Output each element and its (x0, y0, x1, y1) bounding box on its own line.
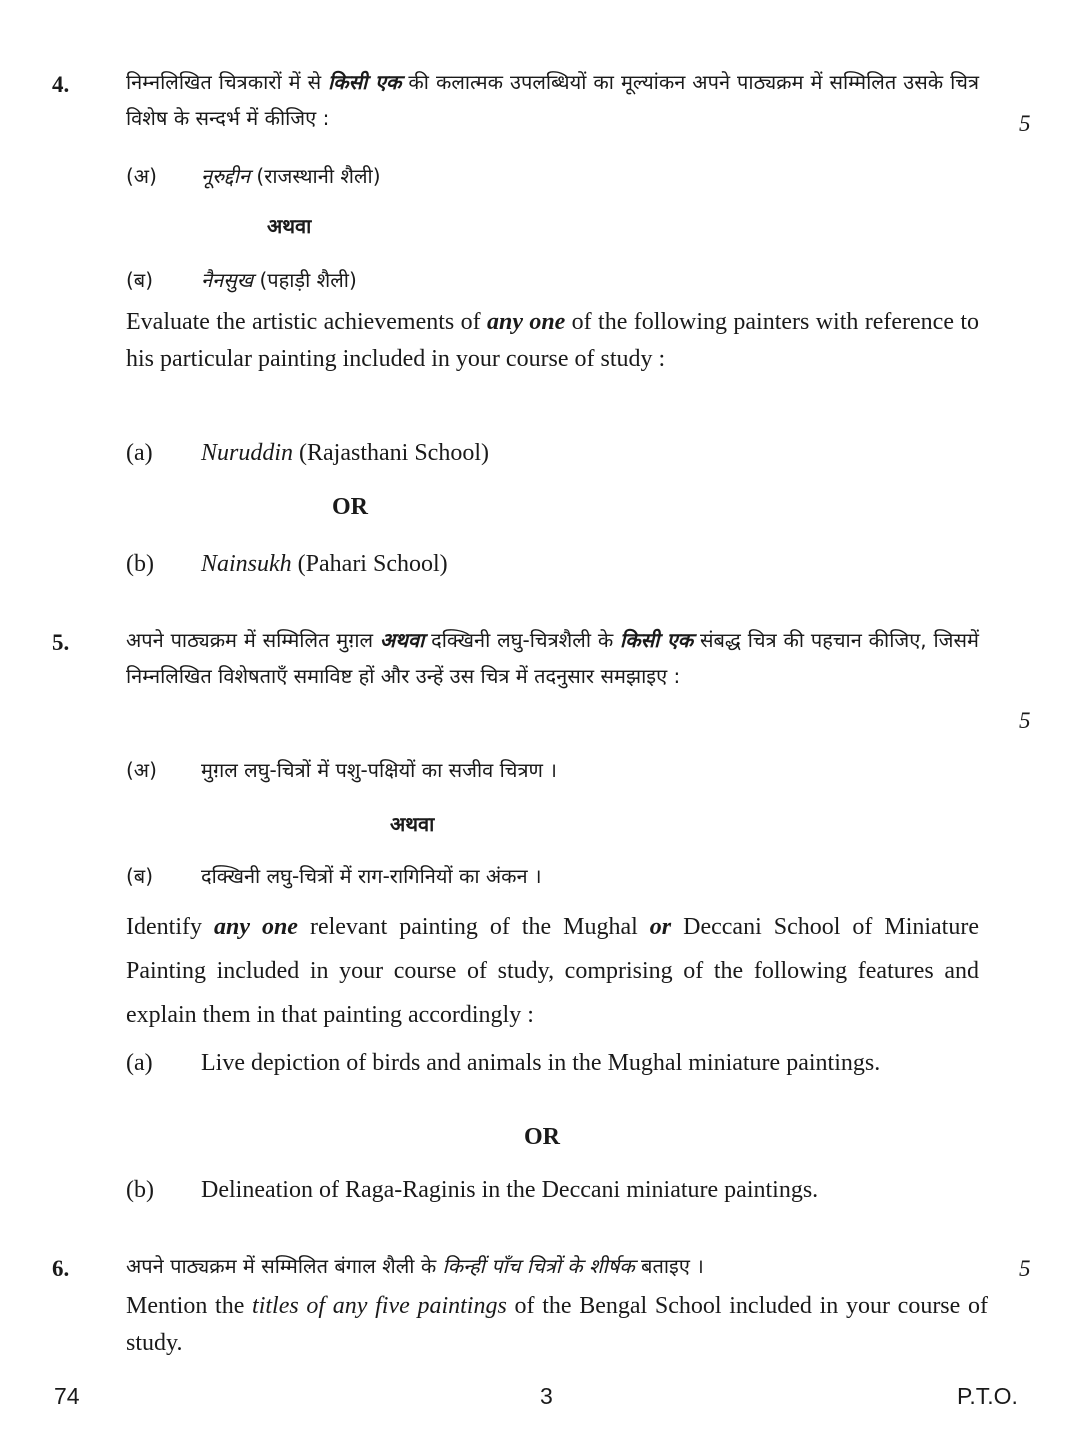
page-number: 3 (540, 1383, 553, 1409)
question-6-number: 6. (52, 1256, 70, 1281)
q5-hi-emphasis-1: अथवा (379, 628, 425, 652)
q4-en-option-a-label: (a) (126, 440, 153, 466)
q4-en-option-b-rest: (Pahari School) (291, 551, 448, 577)
q4-hi-option-b-label: (ब) (126, 268, 154, 292)
q6-en-post: of the Bengal School included in your course of study. (126, 1293, 988, 1356)
q4-hi-option-b-rest: (पहाड़ी शैली) (253, 268, 357, 292)
q4-en-pre: Evaluate the artistic achievements of (126, 309, 487, 335)
q5-hi-pre: अपने पाठ्यक्रम में सम्मिलित मुग़ल (126, 628, 380, 652)
q4-en-option-b-name: Nainsukh (201, 551, 292, 577)
question-6-english-text (126, 1288, 988, 1362)
question-6-marks: 5 (1019, 1256, 1031, 1281)
q6-en-pre: Mention the (126, 1293, 253, 1319)
q5-en-emphasis-2: or (649, 914, 672, 940)
question-4-hindi-text (126, 64, 979, 136)
question-5-marks: 5 (1019, 708, 1031, 733)
q6-en-emphasis: titles of any five paintings (252, 1293, 507, 1319)
q5-en-emphasis-1: any one (213, 914, 298, 940)
q5-en-option-b-text: Delineation of Raga-Raginis in the Deccani miniature paintings. (201, 1177, 819, 1203)
q5-hi-post: संबद्ध चित्र की पहचान कीजिए, जिसमें निम्नलिखित विशेषताएँ समाविष्ट हों और उन्हें उस चित्र में तदनुसार समझाइए : (126, 628, 979, 688)
q4-en-option-a-name: Nuruddin (201, 440, 294, 466)
q5-en-or: OR (524, 1124, 560, 1150)
question-4-number: 4. (52, 72, 70, 97)
q4-hi-post: की कलात्मक उपलब्धियों का मूल्यांकन अपने पाठ्यक्रम में सम्मिलित उसके चित्र विशेष के सन्दर्भ में कीजिए : (126, 70, 980, 130)
q4-en-option-a (201, 435, 489, 472)
q5-hi-emphasis-2: किसी एक (620, 628, 694, 652)
q5-hi-option-b-text: दक्खिनी लघु-चित्रों में राग-रागिनियों का अंकन । (201, 864, 542, 888)
q5-en-option-a-label: (a) (126, 1050, 153, 1076)
q4-hi-option-a (201, 158, 381, 194)
q5-en-pre: Identify (126, 914, 214, 940)
q4-hi-option-a-rest: (राजस्थानी शैली) (250, 164, 381, 188)
q4-en-option-b (201, 546, 448, 583)
q4-hi-option-a-name: नूरुद्दीन (201, 164, 251, 188)
q5-hi-mid: दक्खिनी लघु-चित्रशैली के (424, 628, 621, 652)
q5-en-option-b-label: (b) (126, 1177, 154, 1203)
q5-en-mid: relevant painting of the Mughal (297, 914, 650, 940)
q5-en-option-a-text: Live depiction of birds and animals in the Mughal miniature paintings. (201, 1050, 881, 1076)
q4-hi-or: अथवा (267, 214, 312, 238)
paper-code: 74 (54, 1383, 80, 1409)
q4-hi-emphasis: किसी एक (328, 70, 402, 94)
q5-hi-option-b-label: (ब) (126, 864, 154, 888)
q6-hi-pre: अपने पाठ्यक्रम में सम्मिलित बंगाल शैली के (126, 1254, 443, 1278)
q5-hi-option-a-label: (अ) (126, 758, 157, 782)
question-4-marks: 5 (1019, 111, 1031, 136)
q4-en-option-b-label: (b) (126, 551, 154, 577)
question-5-english-text (126, 905, 979, 1037)
q4-en-option-a-rest: (Rajasthani School) (293, 440, 489, 466)
q4-en-post: of the following painters with reference to his particular painting included in your course of study : (126, 309, 980, 372)
q5-en-post: Deccani School of Miniature Painting included in your course of study, comprising of the following features and explain them in that painting accordingly : (126, 914, 979, 1028)
q4-hi-option-b (201, 262, 357, 298)
q6-hi-emphasis: किन्हीं पाँच चित्रों के शीर्षक (442, 1254, 635, 1278)
question-5-number: 5. (52, 630, 70, 655)
question-5-hindi-text (126, 622, 979, 694)
q4-hi-option-b-name: नैनसुख (201, 268, 254, 292)
question-4-english-text (126, 304, 979, 378)
q5-hi-option-a-text: मुग़ल लघु-चित्रों में पशु-पक्षियों का सजीव चित्रण । (201, 758, 557, 782)
q4-hi-option-a-label: (अ) (126, 164, 157, 188)
please-turn-over: P.T.O. (957, 1383, 1018, 1409)
q5-hi-or: अथवा (390, 812, 435, 836)
q4-en-emphasis: any one (486, 309, 566, 335)
q4-en-or: OR (332, 494, 368, 520)
q6-hi-post: बताइए । (634, 1254, 704, 1278)
q4-hi-pre: निम्नलिखित चित्रकारों में से (126, 70, 329, 94)
question-6-hindi-text (126, 1248, 979, 1284)
